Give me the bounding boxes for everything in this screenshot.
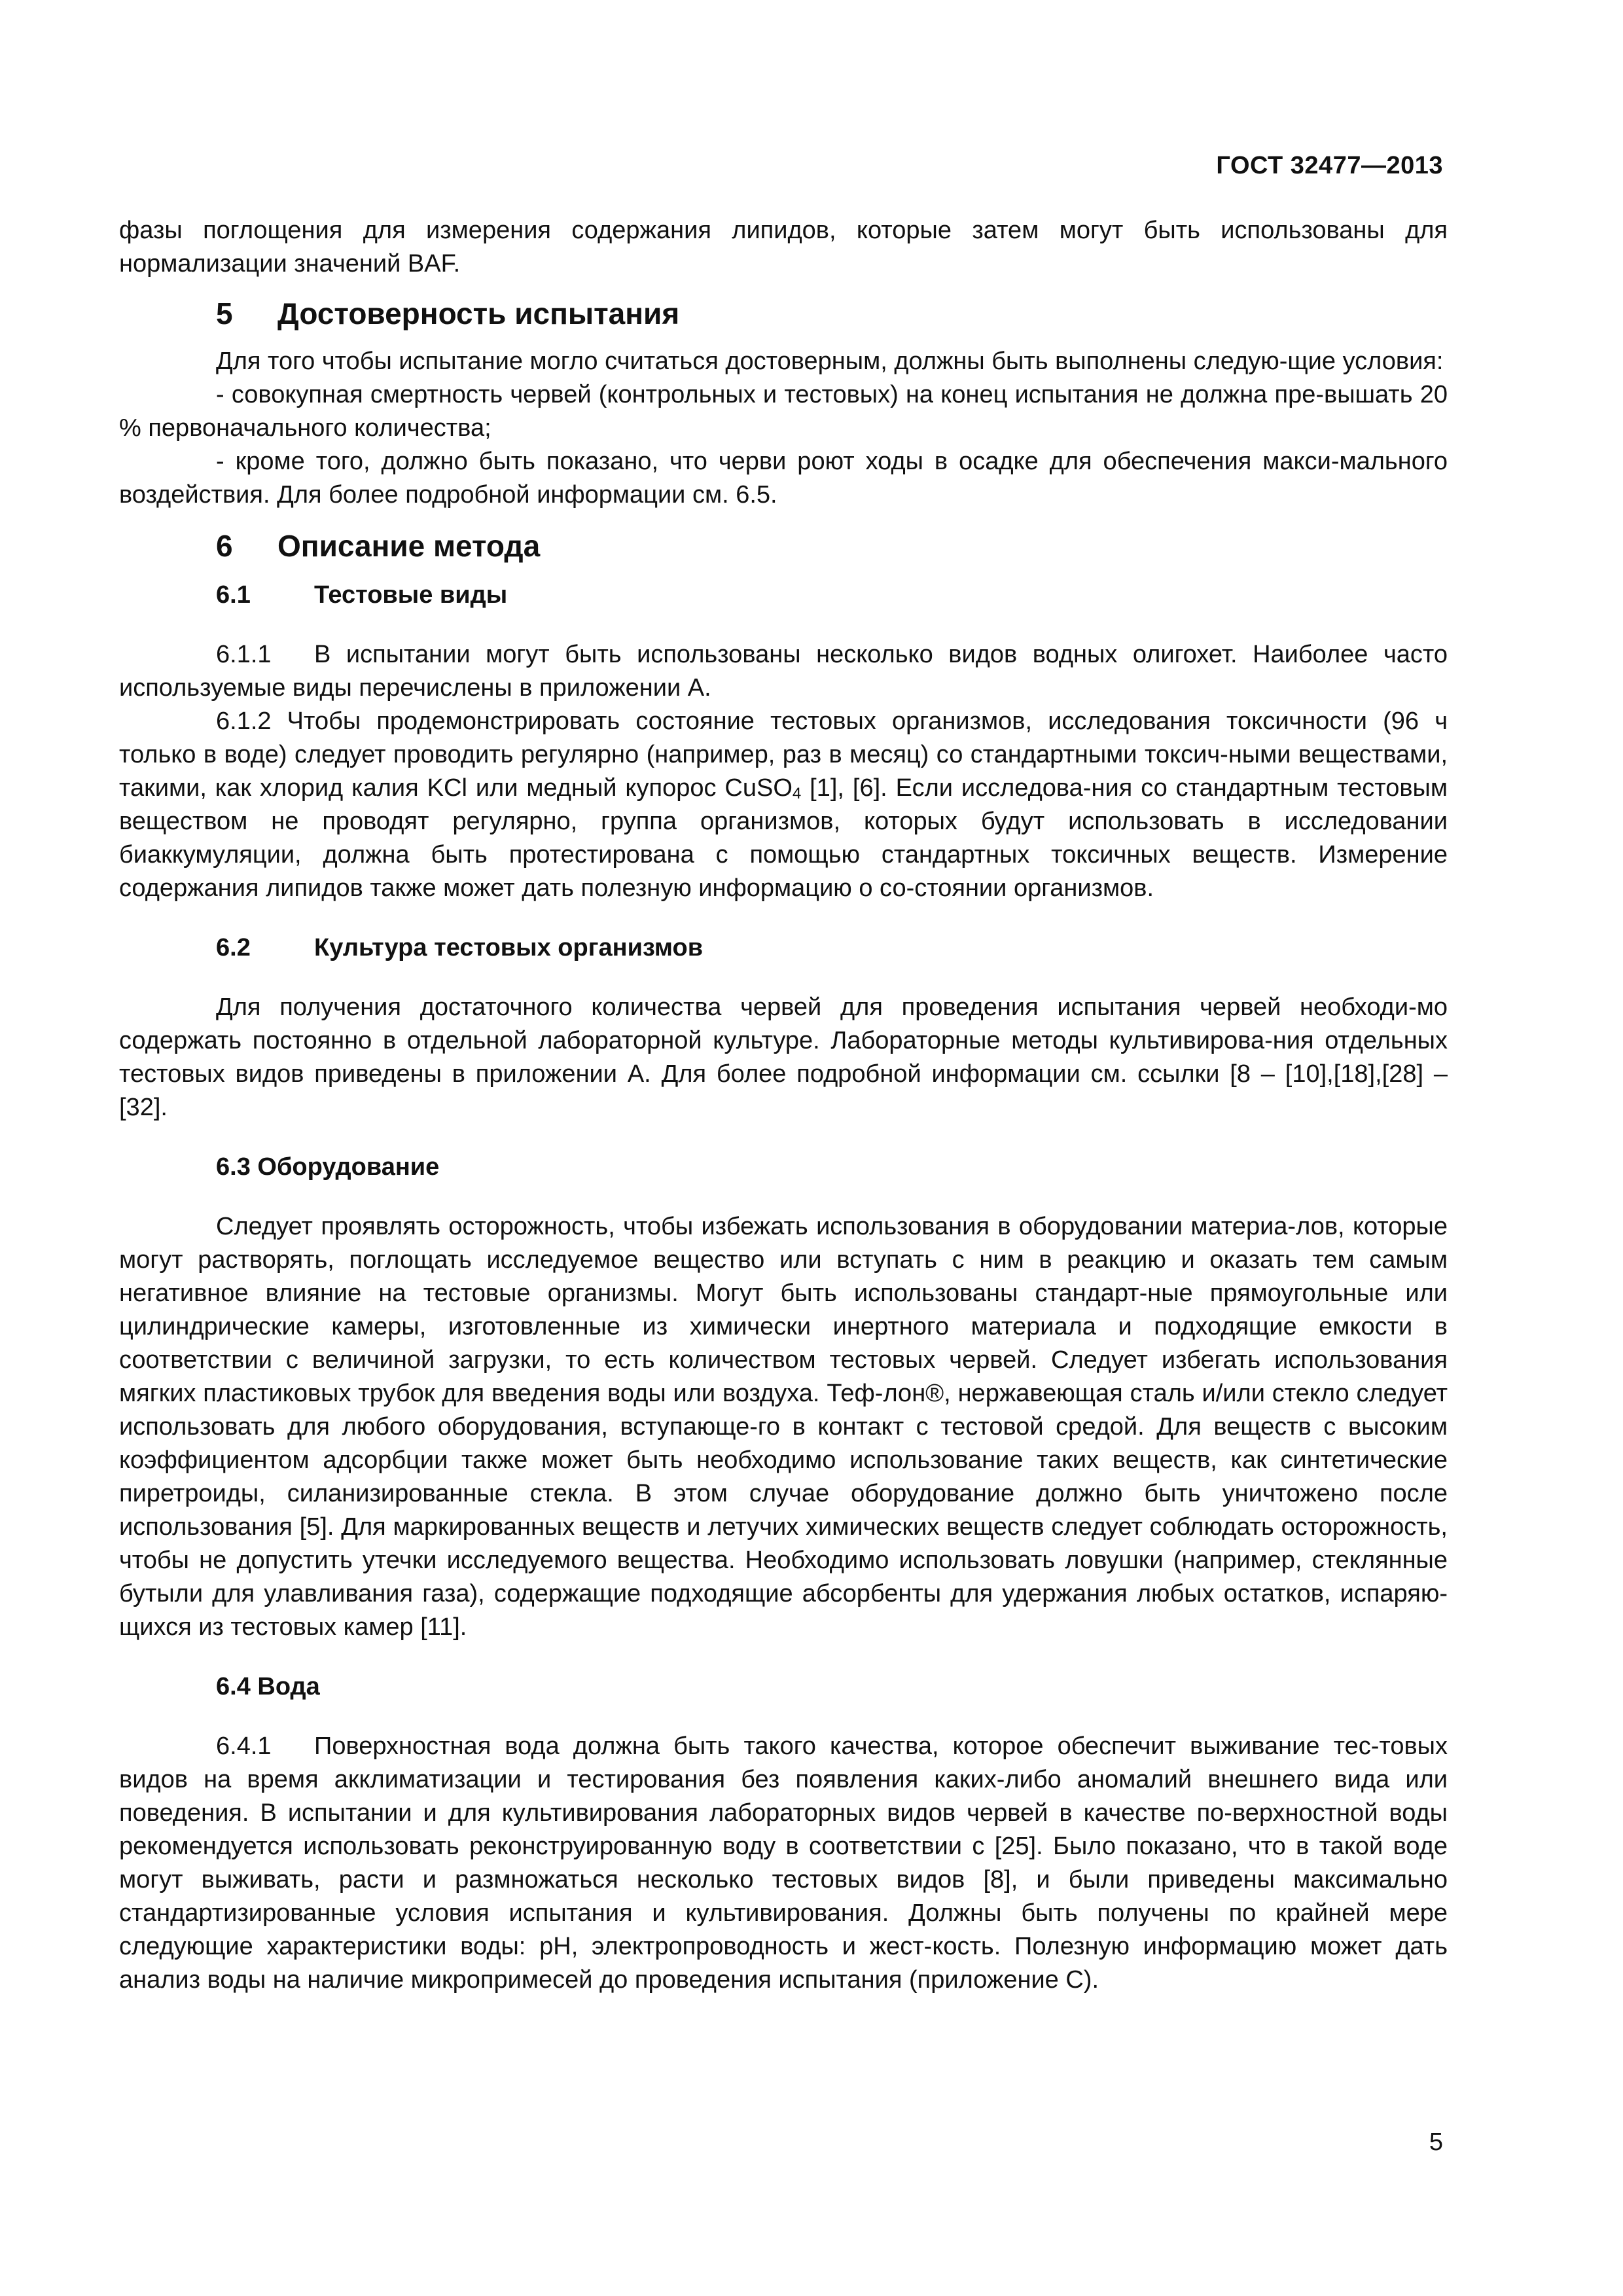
section-number: 5 [216, 296, 233, 331]
subsection-title: Культура тестовых организмов [314, 934, 704, 961]
section-6-heading [119, 526, 1448, 565]
section-number: 6 [216, 529, 233, 563]
document-body [119, 214, 1448, 1997]
paragraph: - кроме того, должно быть показано, что черви роют ходы в осадке для обеспечения макси-мального воздействия. Для более подробной информации см. 6.5. [119, 448, 1448, 509]
page-number: 5 [1429, 2128, 1443, 2156]
clause-number: 6.4.1 [216, 1732, 272, 1760]
intro-paragraph: фазы поглощения для измерения содержания липидов, которые затем могут быть использованы для нормализации значений BAF. [119, 217, 1448, 278]
paragraph [119, 638, 1448, 705]
clause-text: 6.1.2 Чтобы продемонстрировать состояние тестовых организмов, исследования токсичности (96 ч только в воде) следует проводить регулярно (например, раз в месяц) со стандартными токсич-ными веществами, такими, как хлорид калия KCl или медный купорос CuSO [119, 708, 1448, 802]
section-title: Описание метода [277, 529, 541, 563]
subsection-6-2-heading [119, 931, 1448, 965]
subsection-number: 6.2 [216, 934, 251, 961]
subsection-6-1-heading [119, 579, 1448, 612]
section-5-heading [119, 294, 1448, 333]
clause-text: В испытании могут быть использованы несколько видов водных олигохет. Наиболее часто используемые виды перечислены в приложении А. [119, 641, 1448, 702]
paragraph [119, 1730, 1448, 1997]
paragraph: - совокупная смертность червей (контрольных и тестовых) на конец испытания не должна пре-вышать 20 % первоначального количества; [119, 381, 1448, 442]
clause-number: 6.1.1 [216, 641, 272, 668]
clause-text: [1], [6]. Если исследова-ния со стандартным тестовым веществом не проводят регулярно, группа организмов, которых будут использовать в исследовании биаккумуляции, должна быть протестирована с помощью стандартных токсичных веществ. Измерение содержания липидов также может дать полезную информацию о со-стоянии организмов. [119, 774, 1448, 902]
subsection-number: 6.1 [216, 581, 251, 609]
paragraph [119, 705, 1448, 905]
subsection-title: Тестовые виды [314, 581, 508, 609]
subsection-6-3-heading: 6.3 Оборудование [216, 1153, 440, 1181]
document-id-header: ГОСТ 32477—2013 [1216, 152, 1443, 179]
paragraph: Для того чтобы испытание могло считаться достоверным, должны быть выполнены следую-щие условия: [216, 348, 1444, 375]
subsection-6-4-heading: 6.4 Вода [216, 1673, 320, 1700]
clause-text: Поверхностная вода должна быть такого качества, которое обеспечит выживание тес-товых видов на время акклиматизации и тестирования без появления каких-либо аномалий внешнего вида или поведения. В испытании и для культивирования лабораторных видов червей в качестве по-верхностной воды рекомендуется использовать реконструированную воду в соответствии с [25]. Было показано, что в такой воде могут выживать, расти и размножаться несколько тестовых видов [8], и были приведены максимально стандартизированные условия испытания и культивирования. Должны быть получены по крайней мере следующие характеристики воды: pH, электропроводность и жест-кость. Полезную информацию может дать анализ воды на наличие микропримесей до проведения испытания (приложение С). [119, 1732, 1448, 1994]
paragraph: Для получения достаточного количества червей для проведения испытания червей необходи-мо содержать постоянно в отдельной лабораторной культуре. Лабораторные методы культивирова-ния отдельных тестовых видов приведены в приложении А. Для более подробной информации см. ссылки [8 – [10],[18],[28] – [32]. [119, 994, 1448, 1121]
subscript: 4 [792, 785, 802, 802]
paragraph: Следует проявлять осторожность, чтобы избежать использования в оборудовании материа-лов, которые могут растворять, поглощать исследуемое вещество или вступать с ним в реакцию и оказать тем самым негативное влияние на тестовые организмы. Могут быть использованы стандарт-ные прямоугольные или цилиндрические камеры, изготовленные из химически инертного материала и подходящие емкости в соответствии с величиной загрузки, то есть количеством тестовых червей. Следует избегать использования мягких пластиковых трубок для введения воды или воздуха. Теф-лон®, нержавеющая сталь и/или стекло следует использовать для любого оборудования, вступающе-го в контакт с тестовой средой. Для веществ с высоким коэффициентом адсорбции также может быть необходимо использование таких веществ, как синтетические пиретроиды, силанизированные стекла. В этом случае оборудование должно быть уничтожено после использования [5]. Для маркированных веществ и летучих химических веществ следует соблюдать осторожность, чтобы не допустить утечки исследуемого вещества. Необходимо использовать ловушки (например, стеклянные бутыли для улавливания газа), содержащие подходящие абсорбенты для удержания любых остатков, испаряю-щихся из тестовых камер [11]. [119, 1213, 1448, 1641]
section-title: Достоверность испытания [277, 296, 680, 331]
